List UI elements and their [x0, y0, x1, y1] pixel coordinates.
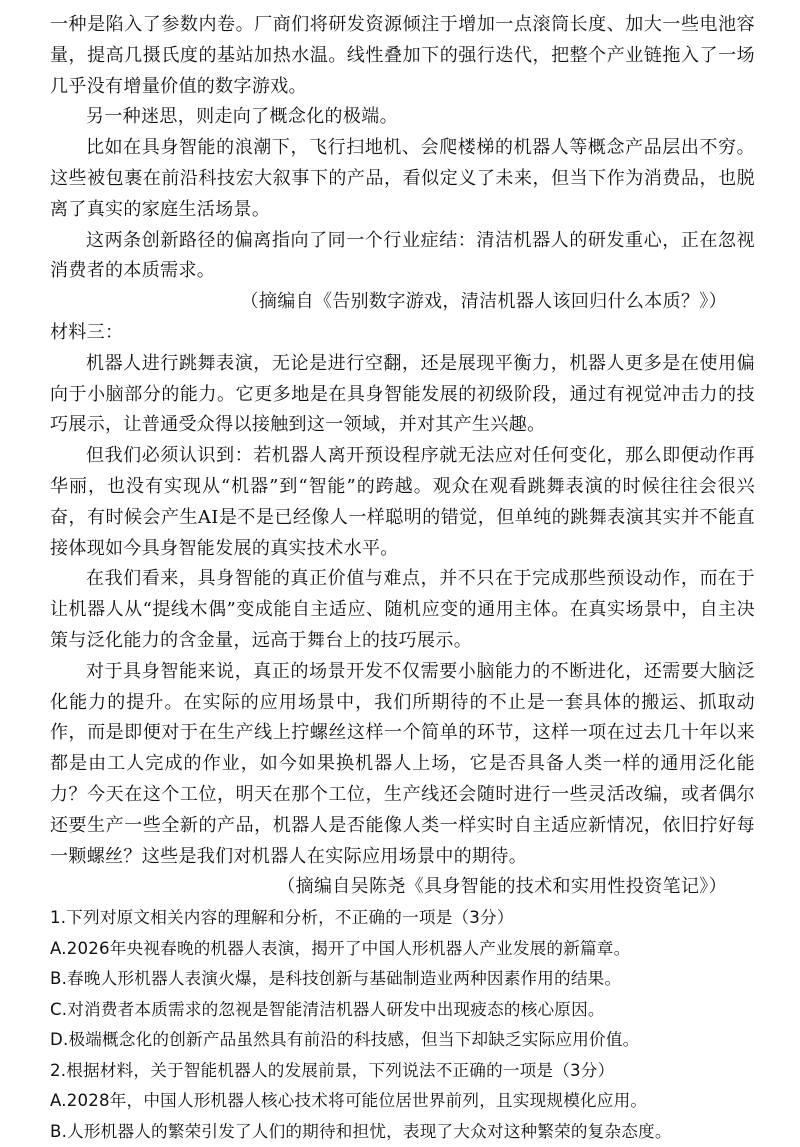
- material-three-heading: 材料三：: [50, 321, 124, 343]
- question-section: [50, 903, 755, 1147]
- answer-option: B.人形机器人的繁荣引发了人们的期待和担忧，表现了大众对这种繁荣的复杂态度。: [50, 1121, 672, 1141]
- source-citation: （摘编自《告别数字游戏，清洁机器人该回归什么本质？》）: [240, 291, 727, 313]
- answer-option: D.极端概念化的创新产品虽然具有前沿的科技感，但当下却缺乏实际应用价值。: [50, 1030, 640, 1050]
- body-paragraph: 这两条创新路径的偏离指向了同一个行业症结：清洁机器人的研发重心，正在忽视消费者的本质需求。: [50, 229, 755, 282]
- answer-option: B.春晚人形机器人表演火爆，是科技创新与基础制造业两种因素作用的结果。: [50, 969, 622, 989]
- body-paragraph: 另一种迷思，则走向了概念化的极端。: [86, 106, 398, 128]
- source-citation: （摘编自吴陈尧《具身智能的技术和实用性投资笔记》）: [277, 876, 727, 898]
- answer-option: C.对消费者本质需求的忽视是智能清洁机器人研发中出现疲态的核心原因。: [50, 999, 605, 1019]
- answer-option: A.2028年，中国人形机器人核心技术将可能位居世界前列，且实现规模化应用。: [50, 1091, 648, 1111]
- body-paragraph: 机器人进行跳舞表演，无论是进行空翻，还是展现平衡力，机器人更多是在使用偏向于小脑部分的能力。它更多地是在具身智能发展的初级阶段，通过有视觉冲击力的技巧展示，让普通受众得以接触到这一领域，并对其产生兴趣。: [50, 352, 755, 436]
- document-page: [50, 10, 755, 1147]
- body-paragraph: 在我们看来，具身智能的真正价值与难点，并不只在于完成那些预设动作，而在于让机器人从“提线木偶”变成能自主适应、随机应变的通用主体。在真实场景中，自主决策与泛化能力的含金量，远高于舞台上的技巧展示。: [50, 568, 755, 651]
- question-block: [50, 903, 755, 1056]
- question-block: [50, 1056, 755, 1147]
- question-stem: 2.根据材料，关于智能机器人的发展前景，下列说法不正确的一项是（3分）: [50, 1060, 615, 1080]
- answer-option: A.2026年央视春晚的机器人表演，揭开了中国人形机器人产业发展的新篇章。: [50, 938, 631, 958]
- body-paragraph: 一种是陷入了参数内卷。厂商们将研发资源倾注于增加一点滚筒长度、加大一些电池容量，提高几摄氏度的基站加热水温。线性叠加下的强行迭代，把整个产业链拖入了一场几乎没有增量价值的数字游戏。: [50, 14, 755, 97]
- body-paragraph: 但我们必须认识到：若机器人离开预设程序就无法应对任何变化，那么即便动作再华丽，也没有实现从“机器”到“智能”的跨越。观众在观看跳舞表演的时候往往会很兴奋，有时候会产生AI是不是已经像人一样聪明的错觉，但单纯的跳舞表演其实并不能直接体现如今具身智能发展的真实技术水平。: [50, 445, 755, 559]
- body-paragraph: 对于具身智能来说，真正的场景开发不仅需要小脑能力的不断进化，还需要大脑泛化能力的提升。在实际的应用场景中，我们所期待的不止是一套具体的搬运、抓取动作，而是即便对于在生产线上拧螺丝这样一个简单的环节，这样一项在过去几十年以来都是由工人完成的作业，如今如果换机器人上场，它是否具备人类一样的通用泛化能力？今天在这个工位，明天在那个工位，生产线还会随时进行一些灵活改编，或者偶尔还要生产一些全新的产品，机器人是否能像人类一样实时自主适应新情况，依旧拧好每一颗螺丝？这些是我们对机器人在实际应用场景中的期待。: [50, 660, 755, 867]
- body-paragraph: 比如在具身智能的浪潮下，飞行扫地机、会爬楼梯的机器人等概念产品层出不穷。这些被包裹在前沿科技宏大叙事下的产品，看似定义了未来，但当下作为消费品，也脱离了真实的家庭生活场景。: [50, 137, 755, 220]
- question-stem: 1.下列对原文相关内容的理解和分析，不正确的一项是（3分）: [50, 908, 514, 928]
